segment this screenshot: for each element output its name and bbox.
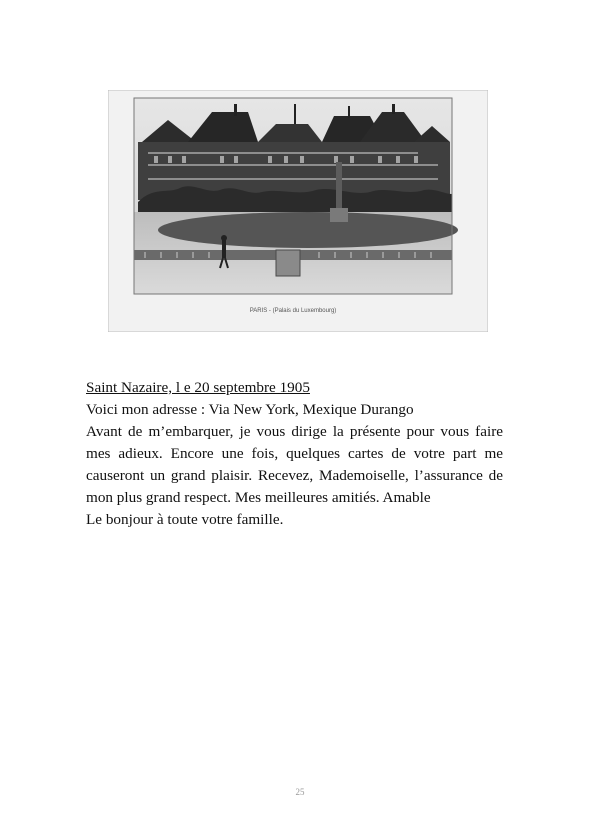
letter-closing: Le bonjour à toute votre famille. (86, 511, 284, 528)
letter-text (86, 377, 503, 531)
letter-address: Voici mon adresse : Via New York, Mexique Durango (86, 401, 414, 418)
letter-date: Saint Nazaire, l e 20 septembre 1905 (86, 379, 310, 396)
postcard-caption: PARIS - (Palais du Luxembourg) (249, 308, 337, 314)
letter-body: Avant de m’embarquer, je vous dirige la présente pour vous faire mes adieux. Encore une fois, quelques cartes de votre part me causeront un grand plaisir. Recevez, Mademoiselle, l’assurance de mon plus grand respect. Mes meilleures amitiés. Amable (86, 423, 503, 506)
postcard-photo (108, 90, 488, 332)
page-number: 25 (295, 787, 305, 797)
